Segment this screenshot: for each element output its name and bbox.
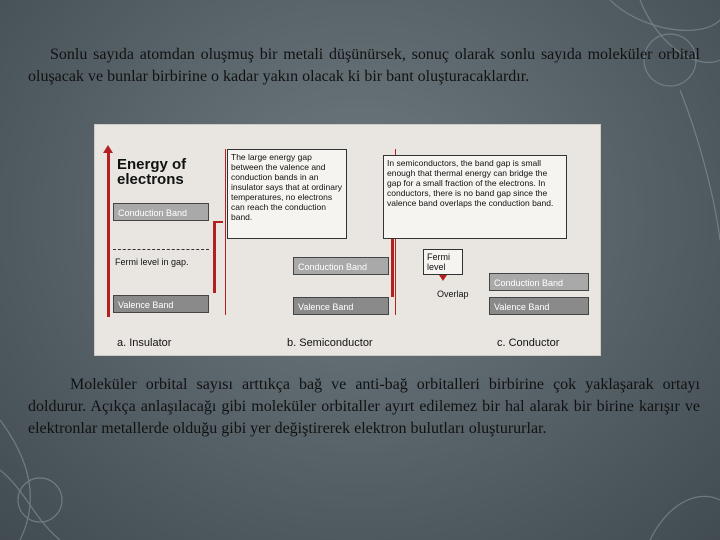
insulator-gap-marker — [213, 221, 216, 293]
energy-axis-arrow-icon — [103, 145, 113, 153]
semiconductor-valence-band: Valence Band — [293, 297, 389, 315]
conductor-note: In semiconductors, the band gap is small enough that thermal energy can bridge the gap for a small fraction of the electrons. In conductors, there is no band gap since the valence band overlaps the conduction band. — [383, 155, 567, 239]
conductor-fermi-label: Fermi level — [423, 249, 463, 275]
insulator-fermi-line — [113, 249, 209, 250]
insulator-gap-note: The large energy gap between the valence and conduction bands in an insulator says that at ordinary temperatures, no electrons can reach the conduction band. — [227, 149, 347, 239]
insulator-gap-tick — [213, 221, 223, 223]
insulator-valence-band: Valence Band — [113, 295, 209, 313]
insulator-fermi-label: Fermi level in gap. — [115, 257, 189, 267]
conductor-conduction-band: Conduction Band — [489, 273, 589, 291]
fermi-arrow-icon — [439, 275, 447, 281]
semiconductor-conduction-band: Conduction Band — [293, 257, 389, 275]
intro-paragraph: Sonlu sayıda atomdan oluşmuş bir metali düşünürsek, sonuç olarak sonlu sayıda moleküler orbital oluşacak ve bunlar birbirine o kadar yakın olacak ki bir bant oluşturacaklardır. — [28, 46, 700, 85]
energy-axis-label: Energy of electrons — [117, 156, 187, 188]
energy-axis — [107, 151, 110, 317]
insulator-conduction-band: Conduction Band — [113, 203, 209, 221]
conductor-caption: c. Conductor — [497, 337, 560, 349]
conductor-valence-band: Valence Band — [489, 297, 589, 315]
insulator-caption: a. Insulator — [117, 337, 172, 349]
semiconductor-caption: b. Semiconductor — [287, 337, 373, 349]
outro-paragraph: Moleküler orbital sayısı arttıkça bağ ve anti-bağ orbitalleri birbirine çok yaklaşarak ortayı doldurur. Açıkça anlaşılacağı gibi moleküler orbitaller ayırt edilemez bir hal alarak bir birine karışır ve elektronlar metallerde olduğu gibi yer değiştirerek elektron bulutları oluştururlar. — [28, 376, 700, 437]
conductor-overlap-label: Overlap — [437, 289, 469, 299]
band-gap-figure — [94, 124, 601, 356]
column-divider-1 — [225, 149, 226, 315]
